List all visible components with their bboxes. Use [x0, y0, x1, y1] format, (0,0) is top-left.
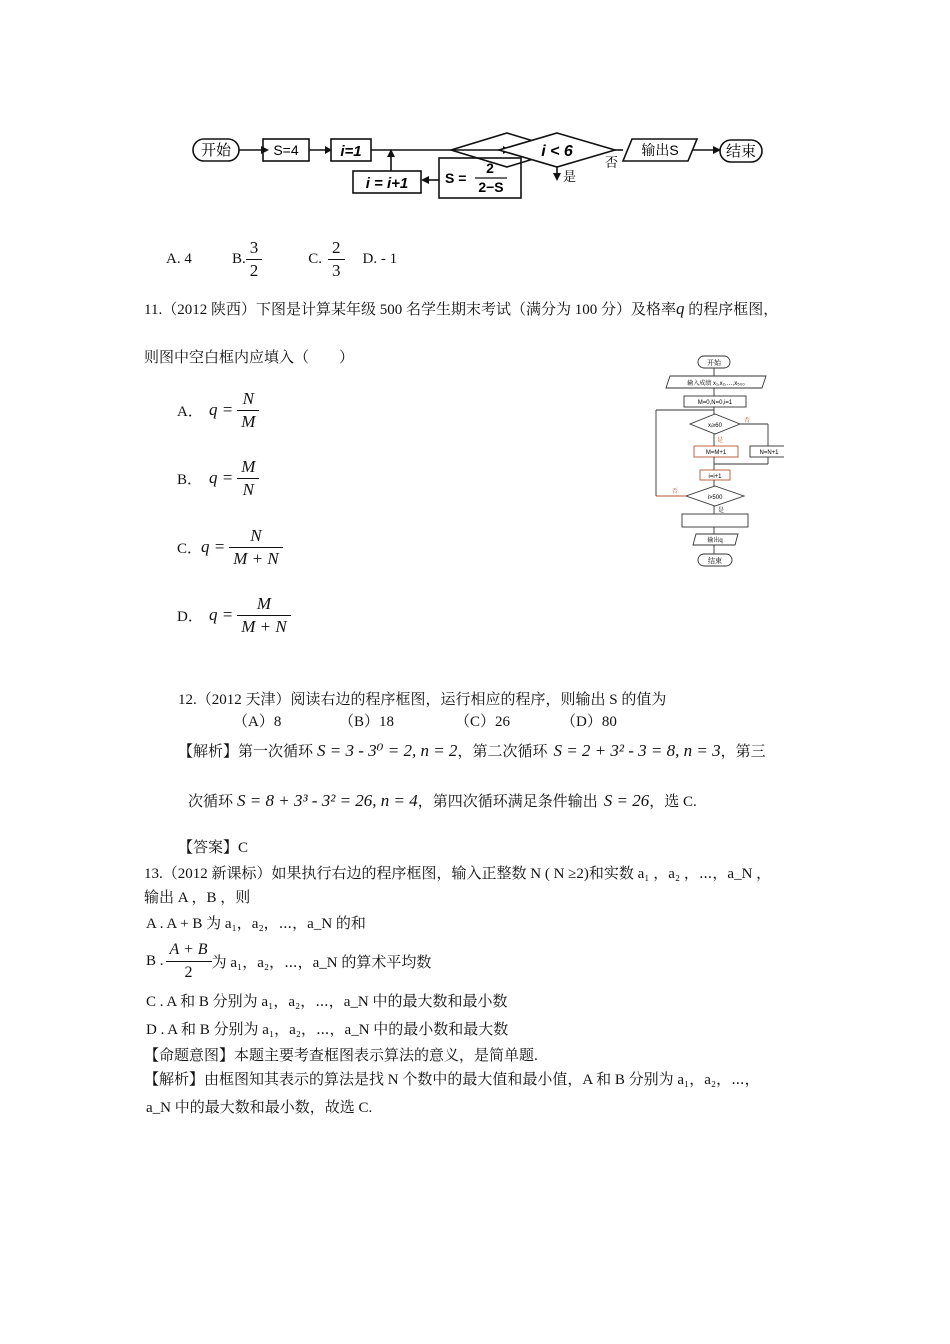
q11-option-d: D． q = $\frac{M}{M + N}$ [177, 589, 291, 641]
fc2-i-inc: i=i+1 [708, 474, 722, 480]
fc2-no1: 否 [744, 418, 751, 424]
q12-options: （A）8 （B）18 （C）26 （D）80 [233, 714, 617, 730]
flowchart-top [185, 125, 775, 205]
fc1-s-den: 2−S [478, 179, 504, 195]
fc1-output: 输出S [641, 142, 679, 158]
q13-stem1: 13.（2012 新课标）如果执行右边的程序框图，输入正整数 N ( N ≥2)和实数 a₁ ，a₂ ，⋯，a_N ， [144, 866, 772, 882]
fc1-no: 否 [605, 155, 619, 170]
fc2-yes1: 是 [717, 438, 724, 444]
q12-analysis-line2: 次循环 S = 8 + 3³ - 3² = 26, n = 4，第四次循环满足条件输出 S = 26，选 C. [188, 791, 697, 810]
q10-option-c-frac: $\frac{2}{3}$ [328, 237, 345, 282]
fc1-end: 结束 [725, 143, 757, 160]
q12-stem: 12.（2012 天津）阅读右边的程序框图，运行相应的程序，则输出 S 的值为 [178, 692, 667, 708]
q13-option-b: B . $\frac{A + B}{2}$ 为 a₁，a₂，⋯，a_N 的算术平均数 [146, 940, 432, 981]
fc1-s-init: S=4 [273, 142, 299, 158]
q13-option-d: D . A 和 B 分别为 a₁，a₂，⋯，a_N 中的最小数和最大数 [146, 1022, 509, 1038]
fc2-no2: 否 [672, 489, 679, 495]
fc2-n-inc: N=N+1 [759, 450, 779, 456]
q11-option-c: C． q = $\frac{N}{M + N}$ [177, 521, 283, 573]
q13-option-a: A . A + B 为 a₁，a₂，⋯，a_N 的和 [146, 916, 366, 932]
q13-analysis-line1: 【解析】由框图知其表示的算法是找 N 个数中的最大值和最小值，A 和 B 分别为 a₁，a₂，⋯， [144, 1072, 760, 1088]
q10-option-b-frac: $\frac{3}{2}$ [246, 237, 263, 282]
fc1-s-prefix: S = [445, 170, 467, 186]
q10-option-c-label: C. [308, 250, 323, 267]
fc2-output: 输出q [707, 538, 723, 544]
q12-answer: 【答案】C [178, 840, 249, 856]
q13-option-c: C . A 和 B 分别为 a₁，a₂，⋯，a_N 中的最大数和最小数 [146, 994, 508, 1010]
q10-option-b-label: B. [232, 250, 246, 267]
q13-analysis-line2: a_N 中的最大数和最小数，故选 C. [146, 1100, 373, 1116]
fc2-init: M=0,N=0,i=1 [697, 400, 733, 406]
fc2-start: 开始 [707, 360, 721, 367]
q13-stem2: 输出 A ，B ，则 [144, 890, 251, 906]
fc1-yes: 是 [563, 169, 577, 184]
fc2-m-inc: M=M+1 [705, 450, 727, 456]
fc1-incr: i = i+1 [365, 175, 409, 192]
fc1-cond: i < 6 [541, 143, 573, 160]
fc2-end: 结束 [708, 558, 722, 565]
flowchart-q11 [652, 352, 784, 570]
q13-intent: 【命题意图】本题主要考查框图表示算法的意义，是简单题. [144, 1048, 538, 1064]
q10-option-a: A. 4 [166, 250, 192, 267]
q11-stem-line2: 则图中空白框内应填入（ ） [144, 350, 355, 366]
q10-option-d: D. - 1 [362, 250, 398, 267]
q11-option-b: B． q = $\frac{M}{N}$ [177, 452, 259, 504]
fc1-s-num: 2 [486, 160, 494, 176]
fc2-input: 输入成绩 x₁,x₂,…,x₅₀₀ [687, 381, 745, 387]
fc2-cond2: i>500 [707, 495, 723, 501]
fc2-cond1: xᵢ≥60 [708, 423, 722, 429]
q10-options [166, 232, 397, 286]
q11-option-a: A． q = $\frac{N}{M}$ [177, 384, 259, 436]
q11-stem-line1: 11.（2012 陕西）下图是计算某年级 500 名学生期末考试（满分为 100 分）及格率q 的程序框图， [144, 299, 779, 318]
fc1-i-init: i=1 [340, 143, 362, 160]
fc2-yes2: 是 [718, 508, 725, 514]
fc1-start: 开始 [200, 142, 232, 159]
q12-analysis-line1: 【解析】第一次循环 S = 3 - 3⁰ = 2, n = 2，第二次循环 S = 2 + 3² - 3 = 8, n = 3，第三 [178, 741, 766, 760]
